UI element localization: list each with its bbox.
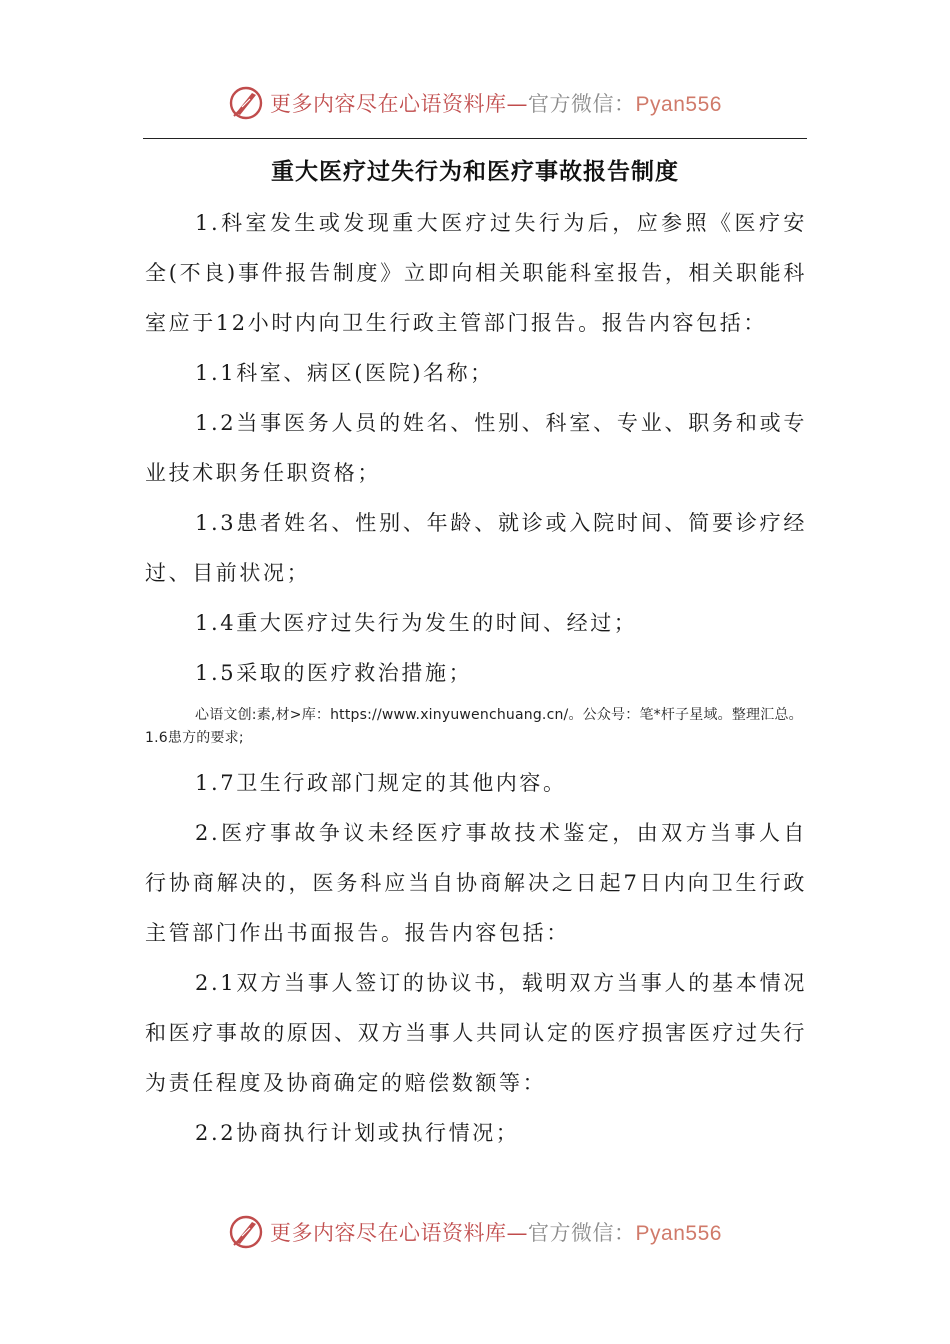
paragraph: 2.2协商执行计划或执行情况；	[195, 1121, 520, 1145]
paragraph: 1.科室发生或发现重大医疗过失行为后，应参照《医疗安全(不良)事件报告制度》立即向相关职能科室报告，相关职能科室应于12小时内向卫生行政主管部门报告。报告内容包括：	[145, 211, 807, 335]
banner-text	[270, 1217, 722, 1247]
small-note: 心语文创:素,材>库：https://www.xinyuwenchuang.cn/。公众号：笔*杆子星域。整理汇总。1.6患方的要求;	[145, 707, 803, 746]
quill-logo-icon	[228, 85, 264, 121]
banner-main-text: 更多内容尽在心语资料库	[270, 92, 507, 116]
banner-text	[270, 88, 722, 118]
banner-wechat-label: 官方微信：	[528, 1221, 636, 1245]
paragraph: 1.3患者姓名、性别、年龄、就诊或入院时间、简要诊疗经过、目前状况；	[145, 511, 807, 585]
banner-dash: —	[506, 1221, 529, 1245]
header-divider	[143, 138, 807, 139]
paragraph: 2.医疗事故争议未经医疗事故技术鉴定，由双方当事人自行协商解决的，医务科应当自协商解决之日起7日内向卫生行政主管部门作出书面报告。报告内容包括：	[145, 821, 807, 945]
banner-main-text: 更多内容尽在心语资料库	[270, 1221, 507, 1245]
banner-wechat-label: 官方微信：	[528, 92, 636, 116]
document-title: 重大医疗过失行为和医疗事故报告制度	[271, 159, 679, 185]
paragraph: 1.4重大医疗过失行为发生的时间、经过；	[195, 611, 638, 635]
paragraph: 1.1科室、病区(医院)名称；	[195, 361, 494, 385]
paragraph: 2.1双方当事人签订的协议书，载明双方当事人的基本情况和医疗事故的原因、双方当事人共同认定的医疗损害医疗过失行为责任程度及协商确定的赔偿数额等：	[145, 971, 807, 1095]
banner-wechat-id: Pyan556	[635, 93, 722, 116]
banner-dash: —	[506, 92, 529, 116]
paragraph: 1.2当事医务人员的姓名、性别、科室、专业、职务和或专业技术职务任职资格；	[145, 411, 807, 485]
quill-logo-icon	[228, 1214, 264, 1250]
banner-wechat-id: Pyan556	[635, 1222, 722, 1245]
header-banner	[0, 81, 950, 125]
paragraph: 1.5采取的医疗救治措施；	[195, 661, 473, 685]
paragraph: 1.7卫生行政部门规定的其他内容。	[195, 771, 567, 795]
document-body	[145, 198, 807, 1158]
footer-banner	[0, 1210, 950, 1254]
